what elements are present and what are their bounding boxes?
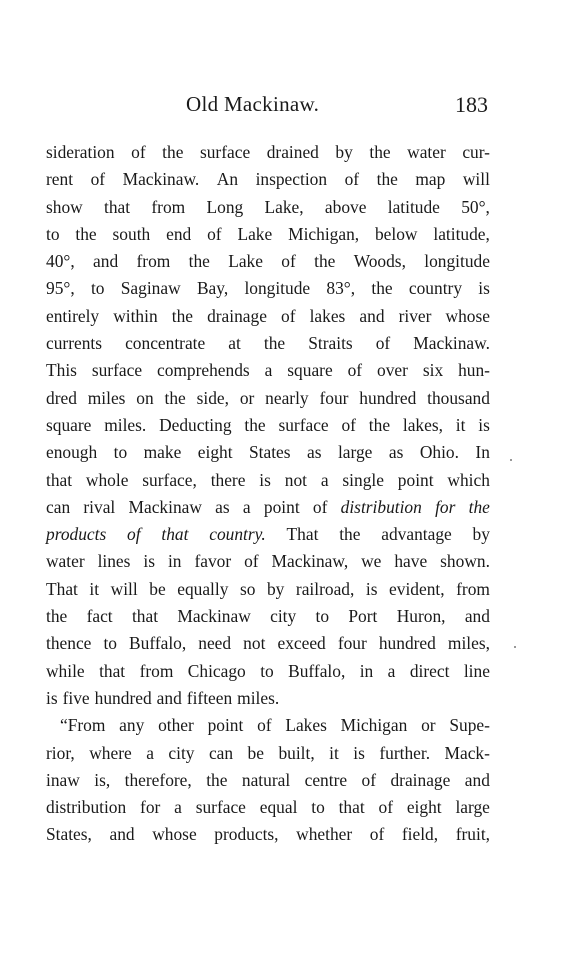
word: hundred [94,687,152,708]
word: of [281,305,296,326]
word: is [478,414,490,435]
word: rior, [46,742,75,763]
word: not [284,469,307,490]
word: products [46,524,107,545]
word: large [337,442,373,463]
word: a [242,496,251,517]
word: of [281,251,296,272]
word: of [207,223,222,244]
word: as [388,442,404,463]
word: the [164,387,186,408]
word: Port [348,606,378,627]
word: Mackinaw [177,606,251,627]
word: above [324,196,367,217]
running-head [46,92,490,122]
word: miles. [237,687,280,708]
word: Supe- [449,715,490,736]
word: of [347,360,363,381]
word: city [270,606,297,627]
word: be [247,742,264,763]
word: from [456,578,490,599]
text-line [46,467,490,494]
word: favor [194,551,232,572]
word: States, [46,824,92,845]
word: fifteen [186,687,233,708]
word: there [210,469,246,490]
word: inaw [46,769,80,790]
word: natural [241,769,291,790]
word: that [338,797,365,818]
word: Buffalo, [288,660,346,681]
word: of [341,414,356,435]
word: of [375,333,391,354]
word: four [319,387,349,408]
word: Lakes [285,715,327,736]
word: that [161,524,189,545]
word: is [259,469,271,490]
word: the [468,496,490,517]
word: nearly [265,387,309,408]
word: of [378,797,393,818]
word: south [112,223,151,244]
word: sideration [46,142,115,162]
word: currents [46,333,103,354]
word: railroad, [295,578,355,599]
word: miles. [104,414,147,435]
word: field, [401,824,439,845]
word: of [244,551,259,572]
word: Michigan [340,715,408,736]
word: to [46,223,60,244]
word: An [216,169,239,190]
word: is [478,278,490,299]
word: Huron, [396,606,446,627]
word: can [46,496,71,517]
text-line [46,685,490,712]
word: that [46,469,73,490]
text-line [46,275,490,302]
word: by [266,578,285,599]
word: or [421,715,436,736]
word: Lake [237,223,273,244]
word: the [263,333,286,354]
word: This [46,360,77,381]
word: point [207,715,244,736]
word: to [315,606,330,627]
word: cur- [462,142,490,162]
word: hundred [359,387,417,408]
word: of [257,715,272,736]
word: large [455,797,490,818]
word: six [422,360,444,381]
word: whose [445,305,490,326]
text-line [46,139,490,166]
word: surface [195,797,246,818]
text-line [46,439,490,466]
word: will [462,169,490,190]
word: and [464,769,490,790]
word: other [158,715,194,736]
word: Ohio. [419,442,459,463]
word: make [143,442,182,463]
word: and [464,606,490,627]
word: and [109,824,135,845]
text-line [46,548,490,575]
word: shown. [440,551,490,572]
word: eight [197,442,233,463]
word: surface, [142,469,197,490]
word: in [359,660,374,681]
word: drainage [390,769,451,790]
word: square [287,360,333,381]
word: end [166,223,192,244]
word: five [62,687,90,708]
word: That [286,524,319,545]
word: have [394,551,428,572]
word: the [162,142,184,162]
word: at [228,333,241,354]
word: that [104,196,131,217]
text-line [46,767,490,794]
word: distribution [340,496,422,517]
word: Mack- [444,742,490,763]
text-line [46,794,490,821]
word: from [151,196,186,217]
word: the [371,278,393,299]
word: country [408,278,463,299]
word: drained [266,142,319,162]
text-line [46,385,490,412]
word: from [136,251,171,272]
word: whole [85,469,129,490]
word: Deducting [159,414,232,435]
word: will [110,578,138,599]
word: lakes [309,305,346,326]
body-text [46,139,490,849]
word: it [455,414,466,435]
text-line [46,740,490,767]
word: “From [60,715,106,736]
word: centre [304,769,348,790]
word: rival [83,496,116,517]
word: and [359,305,385,326]
word: Lake [228,251,263,272]
word: surface [278,414,329,435]
word: point [263,496,300,517]
word: river [398,305,432,326]
text-line [46,412,490,439]
word: be [149,578,166,599]
word: water [46,551,85,572]
word: the [171,305,193,326]
word: lines [97,551,131,572]
word: distribution [46,797,127,818]
word: to [311,797,325,818]
word: dred [46,387,77,408]
text-line [46,357,490,384]
word: of [131,142,146,162]
word: on [136,387,154,408]
word: is [365,578,378,599]
word: advantage [381,524,452,545]
word: the [244,414,266,435]
word: below [374,223,418,244]
word: comprehends [156,360,250,381]
word: the [376,169,398,190]
word: so [239,578,256,599]
text-line [46,166,490,193]
word: concentrate [125,333,206,354]
word: surface [91,360,143,381]
word: entirely [46,305,100,326]
word: city [168,742,195,763]
word: longitude [244,278,311,299]
text-line [46,521,490,548]
word: Chicago [187,660,246,681]
print-speck [510,459,512,461]
word: inspection [255,169,328,190]
word: Mackinaw. [413,333,490,354]
word: thousand [427,387,490,408]
word: eight [406,797,442,818]
word: Mackinaw. [122,169,200,190]
word: Saginaw [120,278,181,299]
text-line [46,248,490,275]
word: line [463,660,490,681]
word: it [89,578,100,599]
word: water [407,142,446,162]
word: over [377,360,408,381]
word: hun- [458,360,490,381]
word: direct [409,660,450,681]
word: evident, [389,578,445,599]
text-line [46,712,490,739]
word: which [447,469,490,490]
word: a [387,660,396,681]
text-line [46,630,490,657]
word: fact [86,606,113,627]
word: of [369,824,385,845]
word: a [264,360,273,381]
word: equal [259,797,298,818]
word: for [435,496,456,517]
word: four [337,633,367,654]
word: the [46,606,68,627]
word: square [46,414,92,435]
word: a [146,742,154,763]
word: 50°, [461,196,490,217]
word: is [143,551,155,572]
word: Long [206,196,244,217]
word: equally [177,578,229,599]
word: of [90,169,106,190]
text-line [46,603,490,630]
word: or [239,387,255,408]
word: single [342,469,384,490]
word: it [329,742,339,763]
word: show [46,196,83,217]
word: latitude [387,196,440,217]
text-line [46,576,490,603]
word: States [249,442,291,463]
page-number: 183 [455,92,488,117]
word: of [312,496,328,517]
word: need [198,633,232,654]
word: by [472,524,490,545]
word: miles [87,387,126,408]
word: the [75,223,97,244]
word: is [353,742,365,763]
word: Straits [308,333,353,354]
word: to [90,278,105,299]
running-title: Old Mackinaw. [186,92,320,116]
word: a [174,797,182,818]
word: from [139,660,174,681]
word: latitude, [433,223,490,244]
word: while [46,660,85,681]
word: Michigan, [288,223,360,244]
word: the [314,251,336,272]
word: not [243,633,266,654]
word: the [369,142,391,162]
word: is [46,687,58,708]
word: map [415,169,446,190]
word: 83°, [326,278,356,299]
word: as [215,496,230,517]
word: built, [278,742,315,763]
text-line [46,658,490,685]
word: whose [152,824,197,845]
word: to [260,660,274,681]
word: where [89,742,132,763]
word: rent [46,169,74,190]
word: of [127,524,141,545]
word: drainage [207,305,267,326]
word: lakes, [402,414,443,435]
word: and [93,251,119,272]
word: the [339,524,361,545]
word: In [475,442,490,463]
word: to [113,442,128,463]
word: of [361,769,377,790]
word: therefore, [124,769,192,790]
word: a [320,469,329,490]
text-line [46,303,490,330]
word: of [344,169,360,190]
print-speck [514,646,516,648]
word: thence [46,633,92,654]
word: That [46,578,78,599]
word: exceed [277,633,326,654]
word: the [206,769,228,790]
word: and [156,687,182,708]
word: by [335,142,353,162]
word: Buffalo, [129,633,187,654]
word: country. [209,524,266,545]
word: in [167,551,182,572]
text-line [46,494,490,521]
text-line [46,821,490,848]
word: point [397,469,434,490]
word: miles, [447,633,490,654]
word: any [119,715,145,736]
word: 40°, [46,251,75,272]
word: 95°, [46,278,75,299]
word: Bay, [196,278,229,299]
word: surface [199,142,251,162]
word: that [131,606,159,627]
text-line [46,330,490,357]
word: Mackinaw [128,496,202,517]
word: within [113,305,158,326]
word: further. [379,742,431,763]
word: fruit, [455,824,490,845]
word: for [140,797,161,818]
word: the [368,414,391,435]
word: Mackinaw, [271,551,349,572]
word: Lake, [264,196,304,217]
word: to [103,633,117,654]
text-line [46,221,490,248]
word: products, [214,824,279,845]
word: as [307,442,322,463]
word: whether [296,824,353,845]
word: can [208,742,234,763]
word: that [99,660,126,681]
word: longitude [424,251,490,272]
word: enough [46,442,98,463]
word: the [188,251,210,272]
word: is, [94,769,111,790]
text-line [46,194,490,221]
word: Woods, [353,251,406,272]
word: we [361,551,382,572]
word: hundred [378,633,436,654]
word: side, [196,387,229,408]
